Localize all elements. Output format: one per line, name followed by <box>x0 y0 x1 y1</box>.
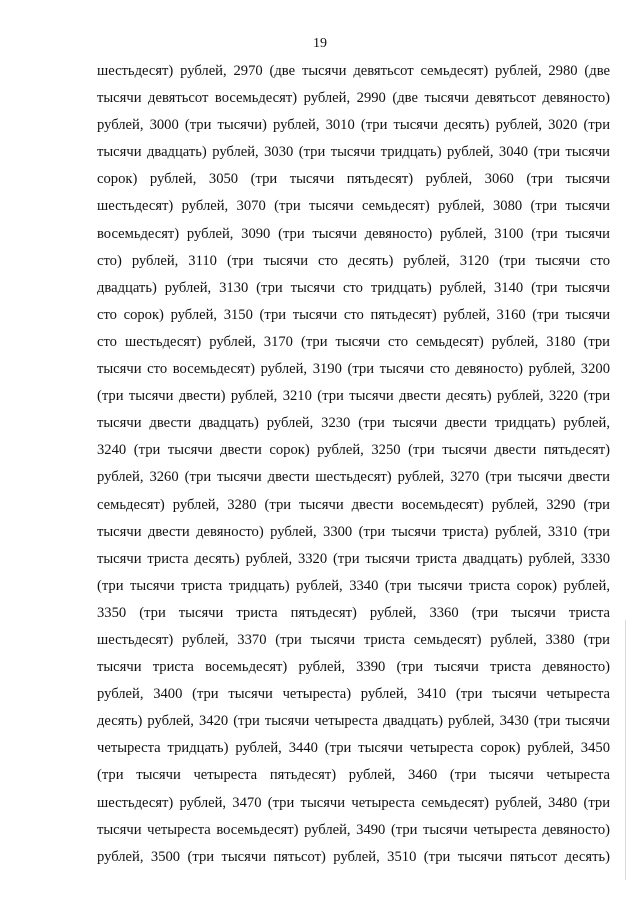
text-line: тысячи двести двадцать) рублей, 3230 (три тысячи двести тридцать) рублей, <box>97 415 610 432</box>
text-line: шестьдесят) рублей, 3070 (три тысячи семьдесят) рублей, 3080 (три тысячи <box>97 198 610 215</box>
text-line: тысячи девятьсот восемьдесят) рублей, 2990 (две тысячи девятьсот девяносто) <box>97 90 610 107</box>
text-line: (три тысячи триста тридцать) рублей, 3340 (три тысячи триста сорок) рублей, <box>97 577 610 594</box>
text-line: тысячи двести девяносто) рублей, 3300 (три тысячи триста) рублей, 3310 (три <box>97 523 610 540</box>
text-line: шестьдесят) рублей, 2970 (две тысячи девятьсот семьдесят) рублей, 2980 (две <box>97 63 610 79</box>
text-line: (три тысячи четыреста пятьдесят) рублей, 3460 (три тысячи четыреста <box>97 767 610 784</box>
text-line: четыреста тридцать) рублей, 3440 (три тысячи четыреста сорок) рублей, 3450 <box>97 740 610 757</box>
text-line: тысячи двадцать) рублей, 3030 (три тысячи тридцать) рублей, 3040 (три тысячи <box>97 144 610 161</box>
text-line: семьдесят) рублей, 3280 (три тысячи двести восемьдесят) рублей, 3290 (три <box>97 496 610 513</box>
text-line: тысячи триста десять) рублей, 3320 (три тысячи триста двадцать) рублей, 3330 <box>97 550 610 567</box>
text-line: 3240 (три тысячи двести сорок) рублей, 3250 (три тысячи двести пятьдесят) <box>97 442 610 459</box>
text-line: двадцать) рублей, 3130 (три тысячи сто тридцать) рублей, 3140 (три тысячи <box>97 279 610 296</box>
text-line: шестьдесят) рублей, 3470 (три тысячи четыреста семьдесят) рублей, 3480 (три <box>97 794 610 811</box>
text-line: рублей, 3500 (три тысячи пятьсот) рублей, 3510 (три тысячи пятьсот десять) <box>97 848 610 865</box>
text-line: сорок) рублей, 3050 (три тысячи пятьдесят) рублей, 3060 (три тысячи <box>97 171 610 188</box>
text-line: десять) рублей, 3420 (три тысячи четыреста двадцать) рублей, 3430 (три тысячи <box>97 713 610 730</box>
text-line: тысячи сто восемьдесят) рублей, 3190 (три тысячи сто девяносто) рублей, 3200 <box>97 361 610 378</box>
text-line: рублей, 3260 (три тысячи двести шестьдесят) рублей, 3270 (три тысячи двести <box>97 469 610 486</box>
text-line: рублей, 3000 (три тысячи) рублей, 3010 (три тысячи десять) рублей, 3020 (три <box>97 117 610 134</box>
text-line: сто) рублей, 3110 (три тысячи сто десять) рублей, 3120 (три тысячи сто <box>97 252 610 269</box>
scan-edge-mark <box>625 620 626 880</box>
text-line: тысячи четыреста восемьдесят) рублей, 3490 (три тысячи четыреста девяносто) <box>97 821 610 838</box>
text-line: восемьдесят) рублей, 3090 (три тысячи девяносто) рублей, 3100 (три тысячи <box>97 225 610 242</box>
body-text <box>97 58 610 871</box>
text-line: тысячи триста восемьдесят) рублей, 3390 (три тысячи триста девяносто) <box>97 659 610 676</box>
text-line: сто сорок) рублей, 3150 (три тысячи сто пятьдесят) рублей, 3160 (три тысячи <box>97 306 610 323</box>
text-line: (три тысячи двести) рублей, 3210 (три тысячи двести десять) рублей, 3220 (три <box>97 388 610 405</box>
page-number: 19 <box>313 36 327 51</box>
text-line: сто шестьдесят) рублей, 3170 (три тысячи сто семьдесят) рублей, 3180 (три <box>97 333 610 350</box>
text-line: 3350 (три тысячи триста пятьдесят) рублей, 3360 (три тысячи триста <box>97 604 610 621</box>
text-line: шестьдесят) рублей, 3370 (три тысячи триста семьдесят) рублей, 3380 (три <box>97 631 610 648</box>
text-line: рублей, 3400 (три тысячи четыреста) рублей, 3410 (три тысячи четыреста <box>97 686 610 703</box>
